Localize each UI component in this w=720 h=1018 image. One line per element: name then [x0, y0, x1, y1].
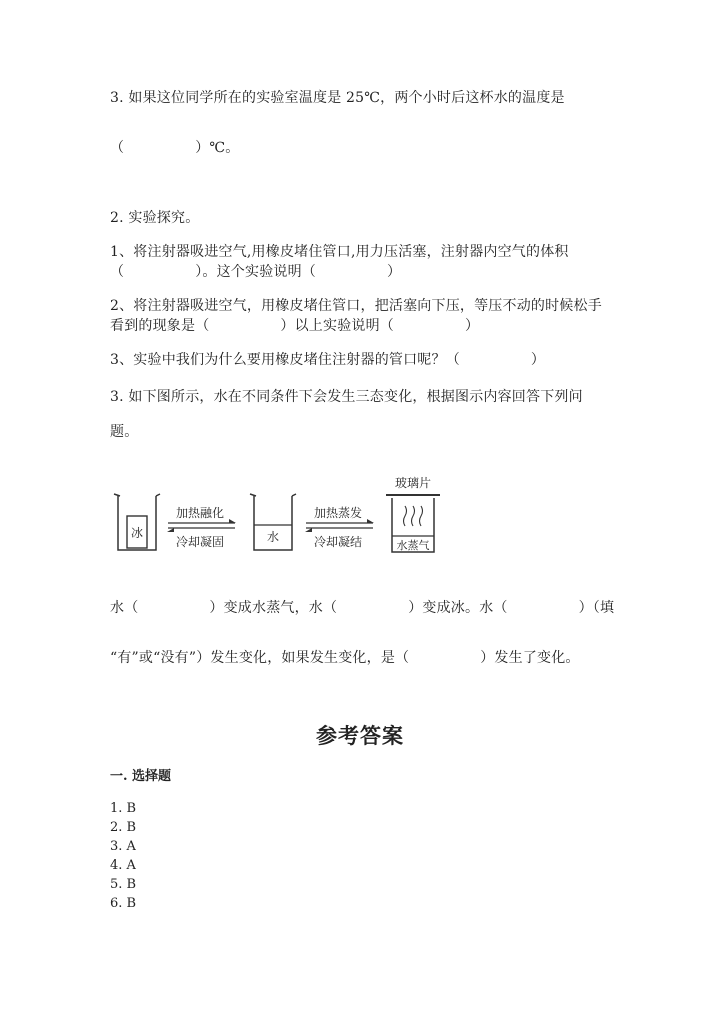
water-label: 水	[266, 530, 280, 544]
vapor-label: 水蒸气	[396, 539, 430, 552]
arrow2-bottom-label: 冷却凝结	[313, 535, 363, 549]
water-beaker	[250, 494, 296, 550]
ice-label: 冰	[130, 526, 144, 540]
answer-item: 3. A	[110, 839, 136, 854]
answer-item: 4. A	[110, 858, 136, 873]
s2-item1-line2: （ ）。这个实验说明（ ）	[110, 264, 402, 280]
fill-line-1: 水（ ）变成水蒸气，水（ ）变成冰。水（ ）（填	[110, 600, 615, 616]
three-states-diagram	[110, 470, 455, 565]
arrow-pair-2	[305, 505, 374, 549]
answer-list	[110, 799, 136, 913]
arrow1-bottom-label: 冷却凝固	[175, 535, 225, 549]
vapor-beaker	[386, 475, 440, 552]
arrow2-top-label: 加热蒸发	[313, 506, 363, 520]
answer-key-title: 参考答案	[316, 723, 404, 748]
s3-line-2: 题。	[110, 424, 139, 440]
answer-item: 6. B	[110, 896, 137, 911]
arrow-pair-1	[167, 505, 236, 549]
q3-line-2: （ ）℃。	[110, 140, 240, 156]
s2-item2-line1: 2、将注射器吸进空气，用橡皮堵住管口，把活塞向下压，等压不动的时候松手	[110, 298, 602, 314]
answer-item: 5. B	[110, 877, 137, 892]
answer-item: 1. B	[110, 801, 137, 816]
s2-item2-line2: 看到的现象是（ ）以上实验说明（ ）	[110, 318, 480, 334]
s2-item3: 3、实验中我们为什么要用橡皮堵住注射器的管口呢？（ ）	[110, 352, 546, 368]
section-2-title: 2. 实验探究。	[110, 210, 200, 226]
q3-line-1: 3. 如果这位同学所在的实验室温度是 25℃，两个小时后这杯水的温度是	[110, 90, 565, 106]
arrow1-top-label: 加热融化	[175, 506, 225, 520]
answer-item: 2. B	[110, 820, 137, 835]
s3-line-1: 3. 如下图所示，水在不同条件下会发生三态变化，根据图示内容回答下列问	[110, 389, 583, 405]
s2-item1-line1: 1、将注射器吸进空气,用橡皮堵住管口,用力压活塞，注射器内空气的体积	[110, 244, 569, 260]
answer-section-heading: 一. 选择题	[110, 769, 172, 784]
ice-beaker	[114, 494, 160, 550]
fill-line-2: “有”或“没有”）发生变化，如果发生变化，是（ ）发生了变化。	[110, 650, 580, 666]
glass-label: 玻璃片	[394, 476, 432, 490]
